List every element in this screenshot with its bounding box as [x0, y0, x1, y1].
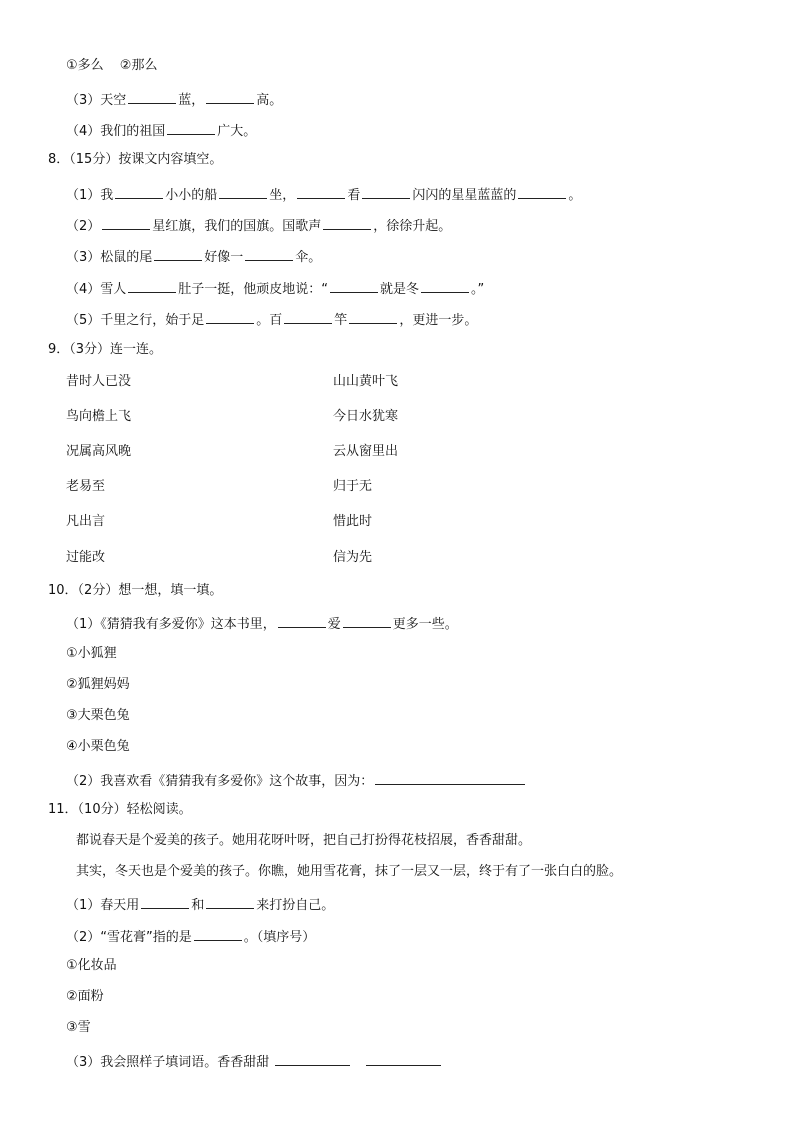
q7-option-2: ②那么 — [119, 58, 158, 73]
answer-blank[interactable] — [128, 90, 176, 104]
q8-line-4 — [66, 279, 484, 298]
text: 和 — [191, 898, 205, 913]
answer-blank[interactable] — [297, 185, 345, 199]
answer-blank[interactable] — [518, 185, 566, 199]
q10-option-2[interactable]: ②狐狸妈妈 — [66, 677, 130, 692]
text: 坐， — [269, 188, 296, 203]
answer-blank[interactable] — [115, 185, 163, 199]
text: （1）我 — [66, 188, 114, 203]
q9-left-6[interactable]: 过能改 — [66, 550, 106, 565]
text: （3）天空 — [66, 93, 127, 108]
text: （3）我会照样子填词语。香香甜甜 — [66, 1055, 270, 1070]
answer-blank[interactable] — [375, 771, 525, 785]
answer-blank[interactable] — [206, 310, 254, 324]
q10-option-3[interactable]: ③大栗色兔 — [66, 708, 130, 723]
q8-line-1 — [66, 185, 581, 204]
text: 。（填序号） — [243, 930, 316, 945]
text: （4）雪人 — [66, 282, 127, 297]
text: 蓝， — [178, 93, 205, 108]
answer-blank[interactable] — [349, 310, 397, 324]
answer-blank[interactable] — [194, 927, 242, 941]
q11-line-3 — [66, 1052, 443, 1071]
text: 小小的船 — [165, 188, 218, 203]
q7-line-3 — [66, 90, 282, 109]
answer-blank[interactable] — [275, 1052, 350, 1066]
answer-blank[interactable] — [323, 216, 371, 230]
text: （3）松鼠的尾 — [66, 250, 153, 265]
text: 好像一 — [204, 250, 244, 265]
text: （5）千里之行，始于足 — [66, 313, 205, 328]
q9-right-4[interactable]: 归于无 — [333, 479, 373, 494]
q7-options-line — [66, 58, 169, 74]
q11-option-3[interactable]: ③雪 — [66, 1020, 91, 1035]
answer-blank[interactable] — [330, 279, 378, 293]
text: 星红旗，我们的国旗。国歌声 — [152, 219, 322, 234]
q10-option-4[interactable]: ④小栗色兔 — [66, 739, 130, 754]
q9-header: 9．（3分）连一连。 — [48, 342, 163, 357]
q9-right-6[interactable]: 信为先 — [333, 550, 373, 565]
answer-blank[interactable] — [366, 1052, 441, 1066]
text: 就是冬 — [380, 282, 420, 297]
text: （2） — [66, 219, 101, 234]
answer-blank[interactable] — [102, 216, 150, 230]
q9-left-5[interactable]: 凡出言 — [66, 514, 106, 529]
text: 更多一些。 — [392, 617, 458, 632]
text: 广大。 — [217, 124, 257, 139]
text: （1）春天用 — [66, 898, 140, 913]
q8-line-3 — [66, 247, 321, 266]
text: 看 — [347, 188, 361, 203]
q9-left-1[interactable]: 昔时人已没 — [66, 374, 132, 389]
answer-blank[interactable] — [343, 614, 391, 628]
q10-header: 10．（2分）想一想，填一填。 — [48, 583, 223, 598]
answer-blank[interactable] — [206, 895, 254, 909]
text: 爱 — [327, 617, 341, 632]
answer-blank[interactable] — [278, 614, 326, 628]
text: ，更进一步。 — [399, 313, 478, 328]
answer-blank[interactable] — [421, 279, 469, 293]
q10-line-1 — [66, 614, 458, 633]
text: （1）《猜猜我有多爱你》这本书里， — [66, 617, 276, 632]
q9-right-5[interactable]: 惜此时 — [333, 514, 373, 529]
q10-option-1[interactable]: ①小狐狸 — [66, 646, 117, 661]
text: ，徐徐升起。 — [373, 219, 452, 234]
text: 。” — [471, 282, 485, 297]
answer-blank[interactable] — [154, 247, 202, 261]
text: 来打扮自己。 — [256, 898, 335, 913]
q9-left-3[interactable]: 况属高风晚 — [66, 444, 132, 459]
q8-header: 8．（15分）按课文内容填空。 — [48, 152, 223, 167]
q11-paragraph-2: 其实，冬天也是个爱美的孩子。你瞧，她用雪花膏，抹了一层又一层，终于有了一张白白的脸。 — [76, 864, 623, 879]
q9-right-1[interactable]: 山山黄叶飞 — [333, 374, 399, 389]
q9-left-4[interactable]: 老易至 — [66, 479, 106, 494]
q11-option-1[interactable]: ①化妆品 — [66, 958, 117, 973]
q11-header: 11．（10分）轻松阅读。 — [48, 802, 192, 817]
q11-paragraph-1: 都说春天是个爱美的孩子。她用花呀叶呀，把自己打扮得花枝招展，香香甜甜。 — [76, 833, 532, 848]
text: 闪闪的星星蓝蓝的 — [412, 188, 517, 203]
q9-right-2[interactable]: 今日水犹寒 — [333, 409, 399, 424]
q11-line-2 — [66, 927, 315, 946]
answer-blank[interactable] — [167, 121, 215, 135]
answer-blank[interactable] — [284, 310, 332, 324]
q7-line-4 — [66, 121, 256, 140]
q9-left-2[interactable]: 鸟向檐上飞 — [66, 409, 132, 424]
text: 伞。 — [295, 250, 322, 265]
text: 。 — [568, 188, 582, 203]
q8-line-5 — [66, 310, 477, 329]
answer-blank[interactable] — [362, 185, 410, 199]
answer-blank[interactable] — [206, 90, 254, 104]
text: 肚子一挺，他顽皮地说：“ — [178, 282, 329, 297]
q8-line-2 — [66, 216, 451, 235]
q11-option-2[interactable]: ②面粉 — [66, 989, 104, 1004]
answer-blank[interactable] — [245, 247, 293, 261]
answer-blank[interactable] — [128, 279, 176, 293]
text: 竿 — [334, 313, 348, 328]
text: （2）我喜欢看《猜猜我有多爱你》这个故事，因为： — [66, 774, 374, 789]
answer-blank[interactable] — [141, 895, 189, 909]
q9-right-3[interactable]: 云从窗里出 — [333, 444, 399, 459]
q11-line-1 — [66, 895, 334, 914]
text: 高。 — [256, 93, 283, 108]
q10-line-2 — [66, 771, 527, 790]
text: 。百 — [256, 313, 283, 328]
q7-option-1: ①多么 — [66, 58, 104, 73]
text: （4）我们的祖国 — [66, 124, 166, 139]
answer-blank[interactable] — [219, 185, 267, 199]
text: （2）“雪花膏”指的是 — [66, 930, 192, 945]
